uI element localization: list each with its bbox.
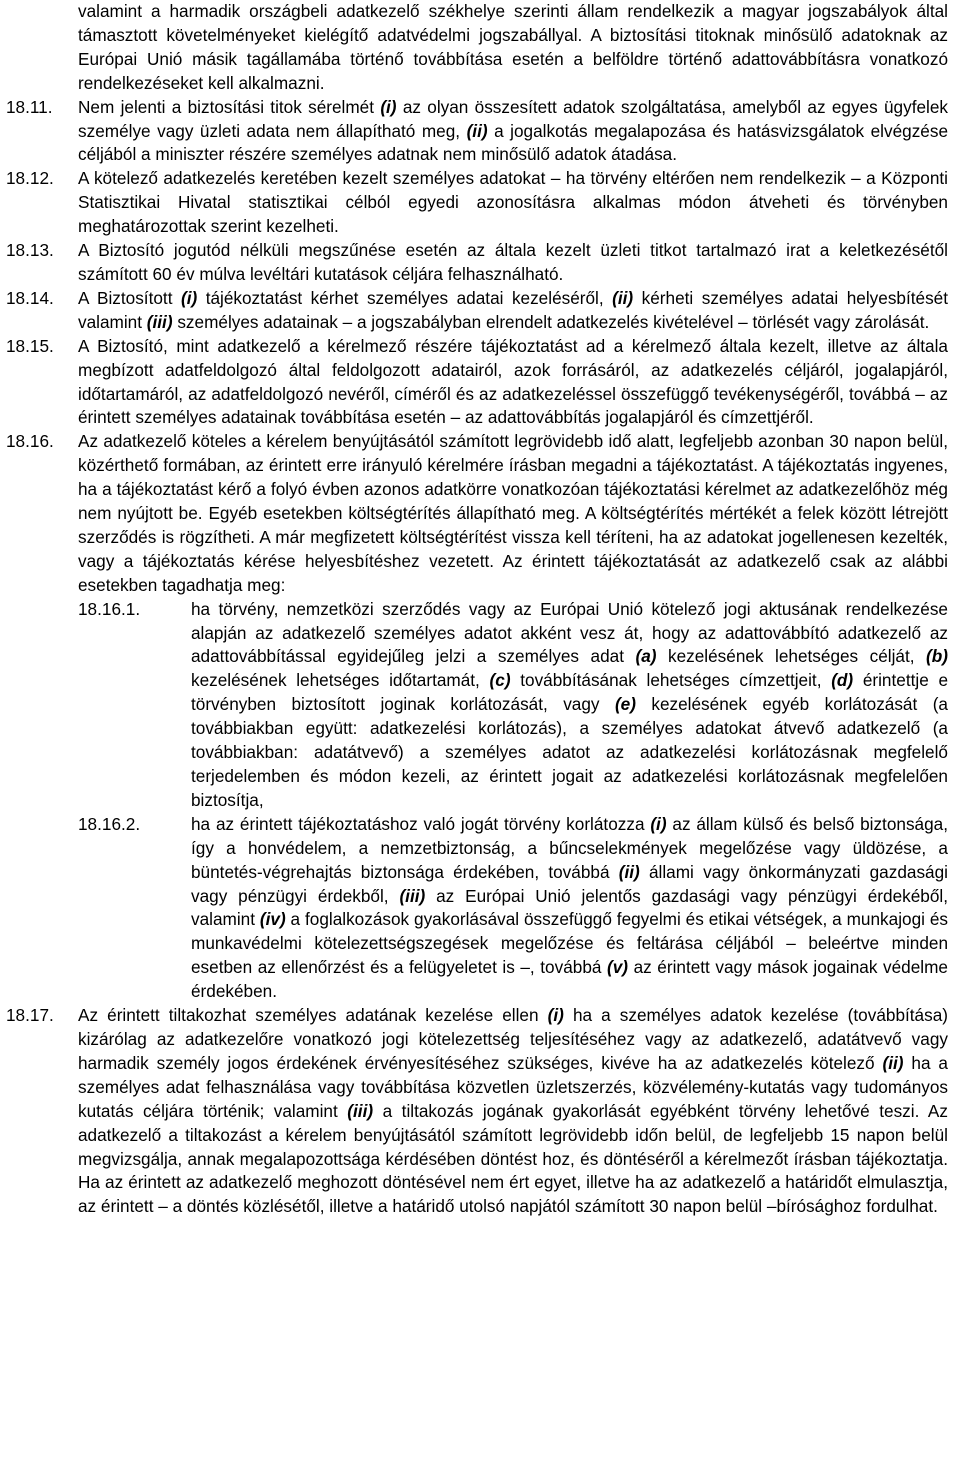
section-number: 18.13.: [6, 240, 54, 261]
sections-list: [6, 96, 948, 1220]
section-body: [78, 96, 948, 168]
section-body: [78, 335, 948, 431]
enumeration-marker: (ii): [466, 120, 488, 141]
section-text: [78, 167, 948, 239]
text-segment: tájékoztatást kérhet személyes adatai kezeléséről,: [197, 287, 613, 308]
enumeration-marker: (c): [489, 670, 511, 691]
text-segment: A Biztosított: [78, 287, 181, 308]
enumeration-marker: (v): [607, 957, 629, 978]
enumeration-marker: (iii): [146, 311, 173, 332]
section-number: 18.14.: [6, 287, 54, 308]
enumeration-marker: (ii): [882, 1052, 904, 1073]
section-item: [6, 167, 948, 239]
text-segment: az érintett vagy mások jogainak védelme érdekében.: [191, 957, 948, 1002]
subsection-number: 18.16.2.: [78, 813, 141, 834]
section-number: 18.11.: [6, 96, 53, 117]
text-segment: állami vagy önkormányzati gazdasági vagy pénzügyi érdekből,: [191, 861, 948, 906]
text-segment: ha törvény, nemzetközi szerződés vagy az Európai Unió kötelező jogi aktusának rendelkezése alapján az adatkezelő személyes adatot akként vesz át, hogy az adattovábbító adatkezelő az adattovábbítással egyidejűleg jelzi a személyes adat: [191, 598, 948, 667]
text-segment: A kötelező adatkezelés keretében kezelt személyes adatokat – ha törvény eltérően nem rendelkezik – a Központi Statisztikai Hivatal statisztikai célból egyedi azonosításra alkalmas módon átveheti és törvényben meghatározottak szerint kezelheti.: [78, 168, 948, 237]
enumeration-marker: (d): [831, 670, 854, 691]
section-text: [78, 96, 948, 168]
subsection-text: [191, 813, 948, 1004]
text-segment: az olyan összesített adatok szolgáltatása, amelyből az egyes ügyfelek személye vagy üzleti adata nem állapítható meg,: [78, 96, 949, 141]
intro-paragraph: valamint a harmadik országbeli adatkezelő székhelye szerinti állam rendelkezik a magyar jogszabályok által támasztott követelményeket kielégítő adatvédelmi jogszabállyal. A biztosítási titoknak minősülő adatoknak az Európai Unió másik tagállamába történő továbbítása esetén a belföldre történő adattovábbításra vonatkozó rendelkezéseket kell alkalmazni.: [78, 1, 948, 93]
section-item: [6, 96, 948, 168]
enumeration-marker: (i): [180, 287, 198, 308]
text-segment: A Biztosító, mint adatkezelő a kérelmező részére tájékoztatást ad a kérelmező általa kezelt, illetve az általa megbízott adatfeldolgozó által feldolgozott adatairól, azok forrásáról, az adatkezelés céljáról, jogalapjáról, időtartamáról, az adatfeldolgozó nevéről, címéről és az adatkezeléssel összefüggő tevékenységéről, továbbá – az érintett személyes adatainak továbbítása esetén – az adattovábbítás jogalapjáról és címzettjéről.: [78, 335, 948, 428]
text-segment: Az adatkezelő köteles a kérelem benyújtásától számított legrövidebb idő alatt, legfeljebb azonban 30 napon belül, közérthető formában, az érintett erre irányuló kérelmére írásban megadni a tájékoztatást. A tájékoztatás ingyenes, ha a tájékoztatást kérő a folyó évben azonos adatkörre vonatkozóan tájékoztatási kérelmet az adatkezelőhöz még nem nyújtott be. Egyéb esetekben költségtérítés állapítható meg. A költségtérítés mértékét a felek között létrejött szerződés is rögzítheti. A már megfizetett költségtérítést vissza kell téríteni, ha az adatokat jogellenesen kezelték, vagy a tájékoztatás kérése helyesbítéshez vezetett. Az érintett tájékoztatását az adatkezelő csak az alábbi esetekben tagadhatja meg:: [78, 431, 948, 595]
enumeration-marker: (ii): [618, 861, 640, 882]
section-text: [78, 1004, 948, 1219]
enumeration-marker: (iii): [399, 885, 426, 906]
subsection-item: [78, 598, 948, 813]
text-segment: továbbításának lehetséges címzettjeit,: [510, 670, 832, 691]
text-segment: ha a személyes adatok kezelése (továbbítása) kizárólag az adatkezelőre vonatkozó jogi kötelezettség teljesítéséhez vagy az adatkezelő, adatátvevő vagy harmadik személy jogos érdekének érvényesítéséhez szükséges, kivéve ha az adatkezelés kötelező: [78, 1005, 948, 1073]
text-segment: Az érintett tiltakozhat személyes adatának kezelése ellen: [78, 1005, 548, 1026]
text-segment: személyes adatainak – a jogszabályban elrendelt adatkezelés kivételével – törlését vagy zárolását.: [172, 311, 930, 332]
section-item: [6, 287, 948, 335]
section-item: [6, 335, 948, 431]
section-number: 18.17.: [6, 1005, 54, 1026]
section-text: [78, 287, 948, 335]
enumeration-marker: (iv): [259, 909, 286, 930]
section-body: [78, 167, 948, 239]
text-segment: Nem jelenti a biztosítási titok sérelmét: [78, 96, 381, 117]
text-segment: A Biztosító jogutód nélküli megszűnése esetén az általa kezelt üzleti titkot tartalmazó irat a keletkezésétől számított 60 év múlva levéltári kutatások céljára felhasználható.: [78, 240, 948, 284]
subsection-number: 18.16.1.: [78, 598, 141, 619]
text-segment: ha az érintett tájékoztatáshoz való jogát törvény korlátozza: [191, 813, 651, 834]
text-segment: kezelésének egyéb korlátozását (a továbbiakban együtt: adatkezelési korlátozás), a személyes adatokat átvevő adatkezelő (a továbbiakban: adatátvevő) a személyes adatot az adatkezelési korlátozásnak megfelelő terjedelemben és módon kezeli, az érintett jogait az adatkezelési korlátozásnak megfelelően biztosítja,: [191, 694, 948, 810]
text-segment: kezelésének lehetséges célját,: [656, 646, 927, 667]
text-segment: kérheti személyes adatai helyesbítését valamint: [78, 287, 949, 332]
section-text: [78, 335, 948, 431]
section-number: 18.12.: [6, 168, 54, 189]
section-number: 18.15.: [6, 335, 54, 356]
enumeration-marker: (ii): [612, 287, 634, 308]
text-segment: érintettje e törvényben biztosított joginak korlátozását, vagy: [191, 670, 949, 715]
enumeration-marker: (i): [380, 96, 397, 117]
enumeration-marker: (b): [926, 646, 948, 667]
section-item: [6, 1004, 948, 1219]
section-text: [78, 430, 948, 597]
enumeration-marker: (a): [635, 646, 657, 667]
section-body: [78, 1004, 948, 1219]
section-text: [78, 239, 948, 287]
enumeration-marker: (e): [614, 694, 636, 715]
subsection-item: [78, 813, 948, 1004]
section-item: [6, 239, 948, 287]
enumeration-marker: (iii): [347, 1100, 374, 1121]
text-segment: a tiltakozás jogának gyakorlását egyébként törvény lehetővé teszi. Az adatkezelő a tiltakozást a kérelem benyújtásától számított legrövidebb időn belül, de legfeljebb 15 napon belül megvizsgálja, annak megalapozottsága kérdésében döntést hoz, és döntéséről a kérelmezőt írásban tájékoztatja. Ha az érintett az adatkezelő meghozott döntésével nem ért egyet, illetve ha az adatkezelő a határidőt elmulasztja, az érintett – a döntés közlésétől, illetve a határidő utolsó napjától számított 30 napon belül –bírósághoz fordulhat.: [78, 1100, 948, 1217]
section-body: [78, 287, 948, 335]
text-segment: a foglalkozások gyakorlásával összefüggő fegyelmi és etikai vétségek, a munkajogi és munkavédelmi kötelezettségszegések megelőzése és feltárása céljából – beleértve minden esetben az ellenőrzést és a felügyeletet is –, továbbá: [191, 909, 948, 978]
enumeration-marker: (i): [547, 1005, 564, 1026]
enumeration-marker: (i): [650, 813, 667, 834]
text-segment: a jogalkotás megalapozása és hatásvizsgálatok elvégzése céljából a miniszter részére személyes adatnak nem minősülő adatok átadása.: [78, 120, 949, 165]
text-segment: az Európai Unió jelentős gazdasági vagy pénzügyi érdekéből, valamint: [191, 885, 948, 930]
subsection-text: [191, 598, 948, 813]
section-item: [6, 430, 948, 1004]
text-segment: az állam külső és belső biztonsága, így a honvédelem, a nemzetbiztonság, a bűncselekmények megelőzése vagy üldözése, a büntetés-végrehajtás biztonsága érdekében, továbbá: [191, 813, 948, 882]
text-segment: kezelésének lehetséges időtartamát,: [191, 670, 490, 691]
section-number: 18.16.: [6, 431, 54, 452]
text-segment: ha a személyes adat felhasználása vagy továbbítása közvetlen üzletszerzés, közvélemény-kutatás vagy tudományos kutatás céljára történik; valamint: [78, 1052, 948, 1121]
section-body: [78, 239, 948, 287]
section-body: [78, 430, 948, 1004]
